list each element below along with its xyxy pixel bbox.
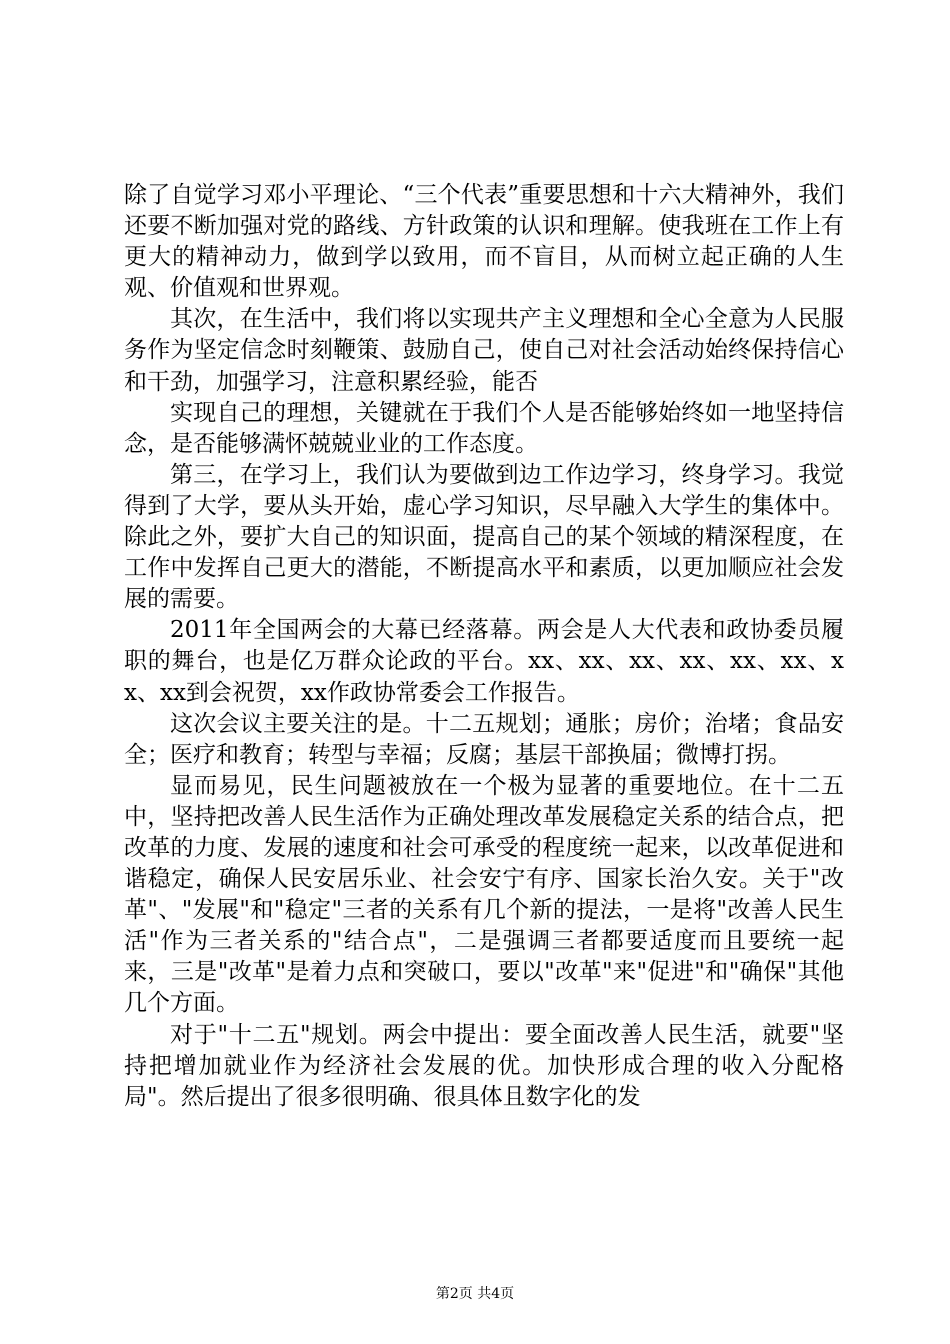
paragraph-5: 2011年全国两会的大幕已经落幕。两会是人大代表和政协委员履职的舞台，也是亿万群众论政的平台。xx、xx、xx、xx、xx、xx、xx、xx到会祝贺，xx作政协常委会工作报告。 xyxy=(124,617,844,706)
page-footer xyxy=(0,1284,950,1304)
document-body xyxy=(124,180,844,1113)
paragraph-6: 这次会议主要关注的是。十二五规划；通胀；房价；治堵；食品安全；医疗和教育；转型与幸福；反腐；基层干部换届；微博打拐。 xyxy=(124,710,844,768)
paragraph-8: 对于"十二五"规划。两会中提出：要全面改善人民生活，就要"坚持把增加就业作为经济社会发展的优。加快形成合理的收入分配格局"。然后提出了很多很明确、很具体且数字化的发 xyxy=(124,1021,844,1110)
paragraph-2: 其次，在生活中，我们将以实现共产主义理想和全心全意为人民服务作为坚定信念时刻鞭策、鼓励自己，使自己对社会活动始终保持信心和干劲，加强学习，注意积累经验，能否 xyxy=(124,306,844,395)
paragraph-1: 除了自觉学习邓小平理论、“三个代表”重要思想和十六大精神外，我们还要不断加强对党的路线、方针政策的认识和理解。使我班在工作上有更大的精神动力，做到学以致用，而不盲目，从而树立起正确的人生观、价值观和世界观。 xyxy=(124,182,844,302)
page-number-label: 第2页 共4页 xyxy=(435,1286,515,1302)
paragraph-4: 第三，在学习上，我们认为要做到边工作边学习，终身学习。我觉得到了大学，要从头开始，虚心学习知识，尽早融入大学生的集体中。除此之外，要扩大自己的知识面，提高自己的某个领域的精深程度，在工作中发挥自己更大的潜能，不断提高水平和素质，以更加顺应社会发展的需要。 xyxy=(124,461,844,613)
paragraph-7: 显而易见，民生问题被放在一个极为显著的重要地位。在十二五中，坚持把改善人民生活作为正确处理改革发展稳定关系的结合点，把改革的力度、发展的速度和社会可承受的程度统一起来，以改革促进和谐稳定，确保人民安居乐业、社会安宁有序、国家长治久安。关于"改革"、"发展"和"稳定"三者的关系有几个新的提法，一是将"改善人民生活"作为三者关系的"结合点"，二是强调三者都要适度而且要统一起来，三是"改革"是着力点和突破口，要以"改革"来"促进"和"确保"其他几个方面。 xyxy=(124,772,844,1017)
paragraph-3: 实现自己的理想，关键就在于我们个人是否能够始终如一地坚持信念，是否能够满怀兢兢业业的工作态度。 xyxy=(124,399,844,457)
